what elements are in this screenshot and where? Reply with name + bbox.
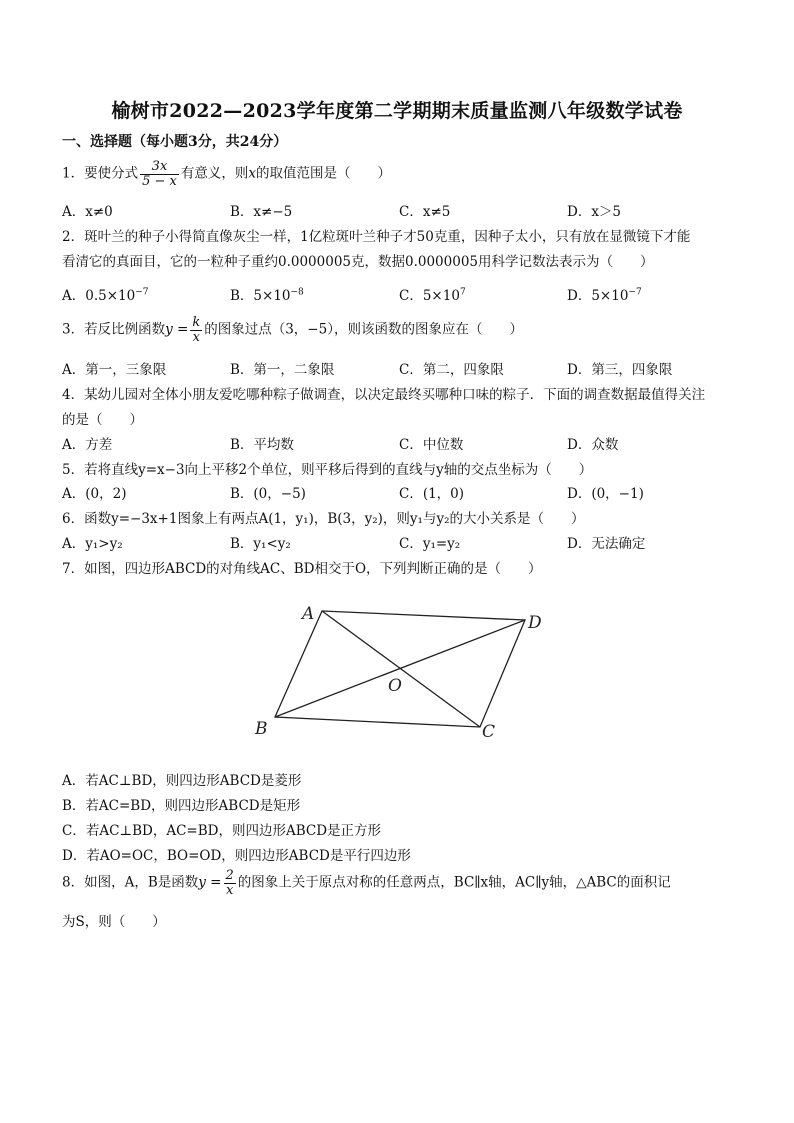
question-5-options bbox=[62, 482, 742, 502]
question-1-prefix: 1．要使分式 bbox=[62, 165, 139, 182]
option-c: C．中位数 bbox=[399, 437, 464, 453]
question-3: 3．若反比例函数y = $\frac{k}{x}$ 的图象过点（3，−5），则该函数的图象应在（ ） bbox=[62, 315, 523, 345]
option-c: C．第二，四象限 bbox=[399, 362, 504, 378]
question-1-options bbox=[62, 200, 742, 220]
question-7-option-b: B．若AC=BD，则四边形ABCD是矩形 bbox=[62, 798, 301, 814]
question-3-options bbox=[62, 358, 742, 378]
label-b: B bbox=[255, 719, 268, 739]
question-4-options bbox=[62, 433, 742, 453]
label-o: O bbox=[388, 676, 402, 696]
question-7-option-c: C．若AC⊥BD，AC=BD，则四边形ABCD是正方形 bbox=[62, 823, 382, 839]
page-title: 榆树市2022—2023学年度第二学期期末质量监测八年级数学试卷 bbox=[111, 100, 683, 122]
option-d: D．众数 bbox=[567, 437, 619, 453]
option-a: A．方差 bbox=[62, 437, 113, 453]
question-3-fraction: $\frac{k}{x}$ bbox=[192, 315, 201, 345]
question-1 bbox=[62, 160, 391, 188]
question-4-line-1: 4．某幼儿园对全体小朋友爱吃哪种粽子做调查，以决定最终买哪种口味的粽子．下面的调查数据最值得关注 bbox=[62, 387, 706, 403]
option-d: D．$5\times 10^{-7}$ bbox=[567, 287, 642, 304]
option-a: A．(0，2) bbox=[62, 486, 127, 502]
question-1-suffix: 有意义，则 bbox=[180, 165, 249, 182]
question-8-fraction: $\frac{2}{x}$ bbox=[225, 868, 234, 898]
option-b: B．(0，−5) bbox=[230, 486, 306, 502]
question-1-suffix-post: 的取值范围是（ ） bbox=[255, 165, 391, 182]
option-d: D．x＞5 bbox=[567, 204, 622, 220]
option-a: A．第一，三象限 bbox=[62, 362, 167, 378]
option-a: A．y₁>y₂ bbox=[62, 536, 123, 552]
question-2-line-2: 看清它的真面目，它的一粒种子重约0.0000005克，数据0.0000005用科学记数法表示为（ ） bbox=[62, 254, 654, 270]
option-d: D．第三，四象限 bbox=[567, 362, 673, 378]
option-c: C．(1，0) bbox=[399, 486, 465, 502]
label-d: D bbox=[528, 613, 542, 633]
question-7-option-a: A．若AC⊥BD，则四边形ABCD是菱形 bbox=[62, 773, 302, 789]
question-5: 5．若将直线y=x−3向上平移2个单位，则平移后得到的直线与y轴的交点坐标为（ ） bbox=[62, 462, 593, 478]
option-d: D．(0，−1) bbox=[567, 486, 644, 502]
option-b: B．平均数 bbox=[230, 437, 294, 453]
question-7: 7．如图，四边形ABCD的对角线AC、BD相交于O，下列判断正确的是（ ） bbox=[62, 561, 542, 577]
question-6-options bbox=[62, 532, 742, 552]
option-c: C．y₁=y₂ bbox=[399, 536, 461, 552]
option-b: B．x≠−5 bbox=[230, 204, 293, 220]
label-c: C bbox=[482, 722, 496, 742]
question-1-fraction bbox=[140, 160, 179, 188]
question-1-var: x bbox=[248, 165, 256, 182]
option-b: B．第一，二象限 bbox=[230, 362, 335, 378]
question-2-line-1: 2．斑叶兰的种子小得简直像灰尘一样，1亿粒斑叶兰种子才50克重，因种子太小，只有放在显微镜下才能 bbox=[62, 229, 691, 245]
option-d: D．无法确定 bbox=[567, 536, 646, 552]
quadrilateral-figure bbox=[250, 595, 550, 745]
question-8: 8．如图，A，B是函数y = $\frac{2}{x}$ 的图象上关于原点对称的任意两点，BC∥x轴，AC∥y轴，△ABC的面积记 bbox=[62, 868, 671, 898]
label-a: A bbox=[302, 604, 315, 624]
option-b: B．y₁<y₂ bbox=[230, 536, 291, 552]
section-heading-choice: 一、选择题（每小题3分，共24分） bbox=[62, 134, 288, 150]
fraction-denominator: 5 − x bbox=[142, 173, 177, 189]
diagonal-ac bbox=[322, 611, 480, 727]
fraction-numerator: 3x bbox=[140, 160, 179, 175]
question-7-option-d: D．若AO=OC，BO=OD，则四边形ABCD是平行四边形 bbox=[62, 848, 411, 864]
question-8-line-2: 为S，则（ ） bbox=[62, 914, 166, 930]
option-a: A．$0.5\times 10^{-7}$ bbox=[62, 287, 149, 304]
question-2-options bbox=[62, 284, 742, 304]
option-a: A．x≠0 bbox=[62, 204, 113, 220]
diagonal-bd bbox=[275, 620, 525, 717]
option-c: C．x≠5 bbox=[399, 204, 451, 220]
question-4-line-2: 的是（ ） bbox=[62, 412, 143, 428]
option-b: B．$5\times 10^{-8}$ bbox=[230, 287, 304, 304]
option-c: C．$5\times 10^7$ bbox=[399, 287, 466, 304]
question-6: 6．函数y=−3x+1图象上有两点A(1，y₁)，B(3，y₂)，则y₁与y₂的大小关系是（ ） bbox=[62, 511, 585, 527]
